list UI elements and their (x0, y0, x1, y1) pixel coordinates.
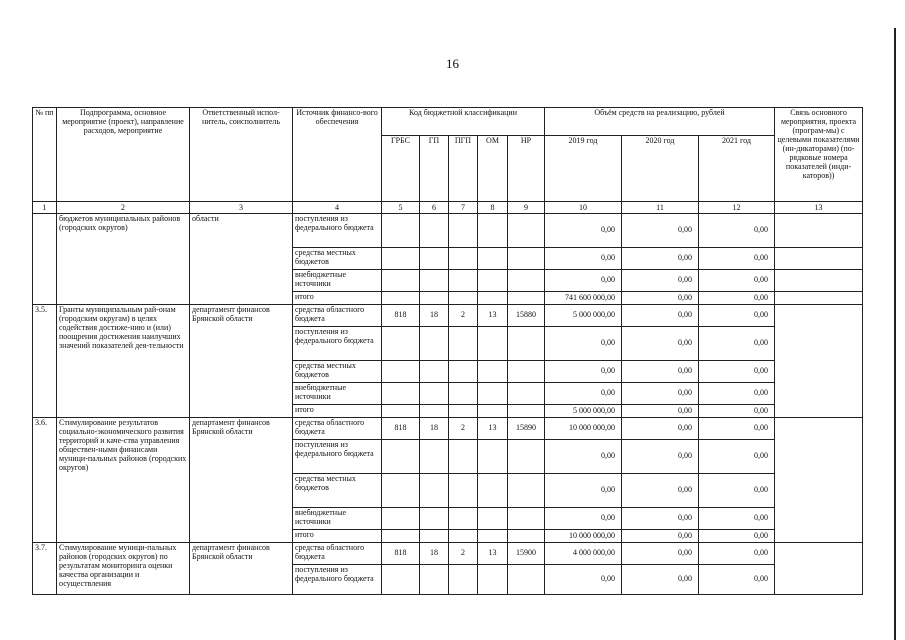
budget-code (508, 474, 545, 508)
amount-2021: 0,00 (699, 530, 775, 543)
budget-code (478, 383, 508, 405)
code-grbs: 818 (382, 418, 420, 440)
amount-2021: 0,00 (699, 543, 775, 565)
amount-2019: 741 600 000,00 (545, 292, 622, 305)
funding-source: итого (293, 292, 382, 305)
amount-2020: 0,00 (622, 270, 699, 292)
amount-2019: 0,00 (545, 214, 622, 248)
budget-code (420, 530, 449, 543)
amount-2020: 0,00 (622, 440, 699, 474)
budget-code (508, 383, 545, 405)
row-number: 3.6. (33, 418, 57, 543)
budget-code (449, 248, 478, 270)
amount-2021: 0,00 (699, 292, 775, 305)
funding-source: средства областного бюджета (293, 305, 382, 327)
header-indicators: Связь основного мероприятия, проекта (програм-мы) с целевыми показателями (ин-дикаторами) (по-рядковые номера показателей (инди-каторов)) (775, 108, 863, 202)
indicator-link (775, 270, 863, 292)
budget-code (508, 292, 545, 305)
amount-2020: 0,00 (622, 327, 699, 361)
amount-2021: 0,00 (699, 361, 775, 383)
amount-2019: 0,00 (545, 270, 622, 292)
amount-2020: 0,00 (622, 248, 699, 270)
program-name: Гранты муниципальным рай-онам (городским округам) в целях содействия достиже-нию и (или) поощрения достижения наилучших значений показателей дея-тельности (57, 305, 190, 418)
amount-2020: 0,00 (622, 418, 699, 440)
budget-code (420, 440, 449, 474)
amount-2020: 0,00 (622, 530, 699, 543)
column-index: 2 (57, 202, 190, 214)
budget-code (382, 270, 420, 292)
column-index: 8 (478, 202, 508, 214)
budget-code (382, 530, 420, 543)
table-row (33, 418, 863, 440)
budget-table (32, 107, 863, 595)
code-om: 13 (478, 418, 508, 440)
amount-2021: 0,00 (699, 418, 775, 440)
budget-code (382, 405, 420, 418)
budget-code (449, 565, 478, 595)
budget-code (478, 440, 508, 474)
budget-code (382, 474, 420, 508)
amount-2019: 4 000 000,00 (545, 543, 622, 565)
budget-code (449, 214, 478, 248)
funding-source: внебюджетные источники (293, 508, 382, 530)
column-index: 9 (508, 202, 545, 214)
code-om: 13 (478, 543, 508, 565)
amount-2021: 0,00 (699, 305, 775, 327)
budget-code (420, 214, 449, 248)
indicator-link (775, 248, 863, 270)
header-gp: ГП (420, 136, 449, 202)
amount-2019: 0,00 (545, 248, 622, 270)
budget-code (478, 565, 508, 595)
budget-code (478, 474, 508, 508)
table-row (33, 543, 863, 565)
amount-2020: 0,00 (622, 214, 699, 248)
amount-2021: 0,00 (699, 565, 775, 595)
budget-code (508, 565, 545, 595)
column-index: 6 (420, 202, 449, 214)
budget-code (420, 361, 449, 383)
amount-2019: 0,00 (545, 508, 622, 530)
header-code-group: Код бюджетной классификации (382, 108, 545, 136)
budget-code (420, 508, 449, 530)
indicator-link (775, 418, 863, 543)
budget-code (449, 327, 478, 361)
header-nr: НР (508, 136, 545, 202)
header-source: Источник финансо-вого обеспечения (293, 108, 382, 202)
budget-code (420, 248, 449, 270)
funding-source: средства местных бюджетов (293, 474, 382, 508)
budget-code (449, 530, 478, 543)
budget-code (478, 248, 508, 270)
column-index: 4 (293, 202, 382, 214)
code-gp: 18 (420, 305, 449, 327)
budget-code (420, 383, 449, 405)
budget-code (449, 383, 478, 405)
budget-code (508, 214, 545, 248)
amount-2020: 0,00 (622, 383, 699, 405)
code-om: 13 (478, 305, 508, 327)
funding-source: поступления из федерального бюджета (293, 327, 382, 361)
header-executor: Ответственный испол-нитель, соисполнитель (190, 108, 293, 202)
budget-code (420, 565, 449, 595)
column-index: 3 (190, 202, 293, 214)
budget-code (478, 327, 508, 361)
amount-2020: 0,00 (622, 292, 699, 305)
amount-2019: 5 000 000,00 (545, 405, 622, 418)
funding-source: поступления из федерального бюджета (293, 565, 382, 595)
budget-code (382, 248, 420, 270)
amount-2020: 0,00 (622, 361, 699, 383)
amount-2021: 0,00 (699, 270, 775, 292)
budget-code (478, 361, 508, 383)
executor: департамент финансов Брянской области (190, 305, 293, 418)
budget-code (478, 214, 508, 248)
table-row (33, 214, 863, 248)
program-name: Стимулирование муници-пальных районов (городских округов) по результатам мониторинга оценки качества организации и осуществления (57, 543, 190, 595)
budget-code (508, 530, 545, 543)
code-grbs: 818 (382, 543, 420, 565)
indicator-link (775, 214, 863, 248)
budget-code (420, 405, 449, 418)
funding-source: внебюджетные источники (293, 383, 382, 405)
row-number (33, 214, 57, 305)
column-index: 13 (775, 202, 863, 214)
amount-2021: 0,00 (699, 248, 775, 270)
budget-code (382, 361, 420, 383)
amount-2019: 0,00 (545, 383, 622, 405)
amount-2021: 0,00 (699, 327, 775, 361)
budget-code (508, 327, 545, 361)
code-pgp: 2 (449, 418, 478, 440)
amount-2021: 0,00 (699, 440, 775, 474)
amount-2020: 0,00 (622, 305, 699, 327)
header-pgp: ПГП (449, 136, 478, 202)
header-2020: 2020 год (622, 136, 699, 202)
budget-code (449, 405, 478, 418)
page-number: 16 (446, 56, 459, 71)
amount-2019: 10 000 000,00 (545, 530, 622, 543)
program-name: бюджетов муниципальных районов (городских округов) (57, 214, 190, 305)
amount-2020: 0,00 (622, 565, 699, 595)
executor: департамент финансов Брянской области (190, 418, 293, 543)
budget-code (420, 292, 449, 305)
code-pgp: 2 (449, 543, 478, 565)
budget-code (508, 248, 545, 270)
funding-source: итого (293, 530, 382, 543)
column-index: 12 (699, 202, 775, 214)
amount-2020: 0,00 (622, 405, 699, 418)
amount-2019: 0,00 (545, 361, 622, 383)
budget-code (382, 292, 420, 305)
budget-code (382, 565, 420, 595)
budget-code (449, 474, 478, 508)
amount-2020: 0,00 (622, 508, 699, 530)
header-2021: 2021 год (699, 136, 775, 202)
header-num: № пп (33, 108, 57, 202)
column-index: 5 (382, 202, 420, 214)
budget-code (449, 508, 478, 530)
budget-code (420, 474, 449, 508)
budget-code (382, 440, 420, 474)
budget-code (449, 440, 478, 474)
budget-code (478, 508, 508, 530)
budget-code (449, 292, 478, 305)
budget-code (508, 440, 545, 474)
funding-source: средства местных бюджетов (293, 361, 382, 383)
budget-code (478, 405, 508, 418)
amount-2020: 0,00 (622, 474, 699, 508)
code-grbs: 818 (382, 305, 420, 327)
table-body (33, 214, 863, 595)
funding-source: поступления из федерального бюджета (293, 440, 382, 474)
budget-code (382, 214, 420, 248)
budget-code (449, 361, 478, 383)
column-index: 7 (449, 202, 478, 214)
budget-code (478, 270, 508, 292)
amount-2021: 0,00 (699, 474, 775, 508)
column-index-row (33, 202, 863, 214)
amount-2019: 0,00 (545, 440, 622, 474)
code-gp: 18 (420, 543, 449, 565)
scan-edge-line (894, 28, 896, 640)
funding-source: внебюджетные источники (293, 270, 382, 292)
budget-code (508, 270, 545, 292)
amount-2021: 0,00 (699, 508, 775, 530)
header-2019: 2019 год (545, 136, 622, 202)
code-nr: 15880 (508, 305, 545, 327)
column-index: 11 (622, 202, 699, 214)
table-row (33, 305, 863, 327)
header-program: Подпрограмма, основное мероприятие (проект), направление расходов, мероприятие (57, 108, 190, 202)
row-number: 3.7. (33, 543, 57, 595)
budget-code (420, 270, 449, 292)
budget-code (382, 383, 420, 405)
budget-code (420, 327, 449, 361)
amount-2020: 0,00 (622, 543, 699, 565)
budget-code (382, 327, 420, 361)
code-nr: 15900 (508, 543, 545, 565)
budget-code (478, 530, 508, 543)
executor: департамент финансов Брянской области (190, 543, 293, 595)
amount-2019: 0,00 (545, 474, 622, 508)
funding-source: средства местных бюджетов (293, 248, 382, 270)
budget-code (382, 508, 420, 530)
amount-2019: 10 000 000,00 (545, 418, 622, 440)
amount-2019: 0,00 (545, 327, 622, 361)
code-pgp: 2 (449, 305, 478, 327)
amount-2021: 0,00 (699, 383, 775, 405)
budget-code (508, 361, 545, 383)
indicator-link (775, 305, 863, 418)
funding-source: средства областного бюджета (293, 418, 382, 440)
funding-source: итого (293, 405, 382, 418)
row-number: 3.5. (33, 305, 57, 418)
header-om: ОМ (478, 136, 508, 202)
indicator-link (775, 292, 863, 305)
budget-code (478, 292, 508, 305)
amount-2019: 0,00 (545, 565, 622, 595)
indicator-link (775, 543, 863, 595)
funding-source: средства областного бюджета (293, 543, 382, 565)
amount-2021: 0,00 (699, 405, 775, 418)
header-grbs: ГРБС (382, 136, 420, 202)
budget-code (449, 270, 478, 292)
amount-2019: 5 000 000,00 (545, 305, 622, 327)
program-name: Стимулирование результатов социально-экономического развития территорий и каче-ства управления обществен-ными финансами муници-пальных районов (городских округов) (57, 418, 190, 543)
funding-source: поступления из федерального бюджета (293, 214, 382, 248)
code-nr: 15890 (508, 418, 545, 440)
amount-2021: 0,00 (699, 214, 775, 248)
column-index: 10 (545, 202, 622, 214)
executor: области (190, 214, 293, 305)
budget-code (508, 508, 545, 530)
header-volume-group: Объём средств на реализацию, рублей (545, 108, 775, 136)
code-gp: 18 (420, 418, 449, 440)
budget-code (508, 405, 545, 418)
column-index: 1 (33, 202, 57, 214)
